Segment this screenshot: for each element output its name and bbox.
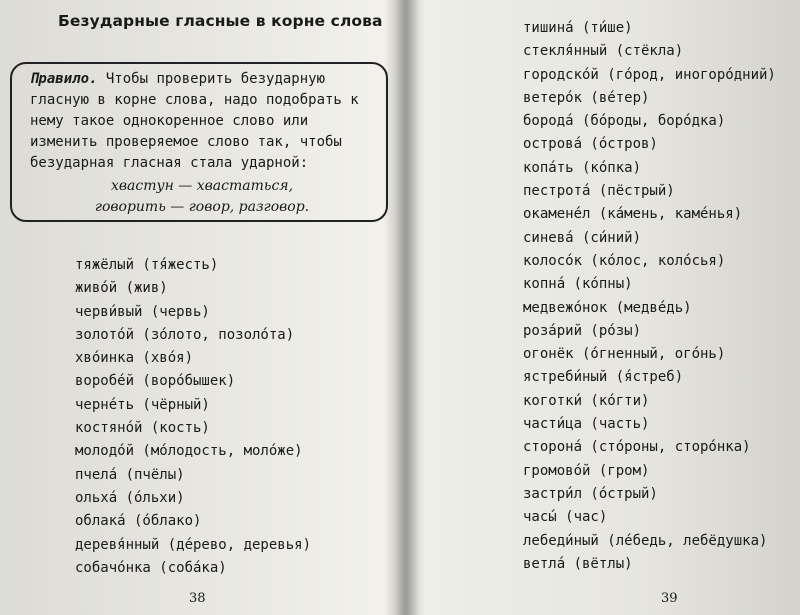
word-pair: деревя́нный (де́рево, деревья): [75, 536, 312, 553]
word-pair: синева́ (си́ний): [523, 229, 642, 246]
rule-example: хвастун — хвастаться,: [110, 178, 294, 194]
word-pair: хво́инка (хво́я): [75, 350, 194, 367]
word-pair: тяжёлый (тя́жесть): [75, 257, 219, 273]
word-pair: громово́й (гром): [523, 462, 650, 479]
word-pair: пестрота́ (пёстрый): [523, 183, 675, 200]
word-pair: облака́ (о́блако): [75, 513, 202, 530]
rule-box: [10, 62, 388, 222]
word-pair: костяно́й (кость): [75, 420, 210, 437]
word-pair: копна́ (ко́пны): [523, 276, 633, 293]
word-pair: ветла́ (вётлы): [523, 555, 633, 572]
word-pair: ольха́ (о́льхи): [75, 489, 185, 506]
page-number-left: 38: [189, 591, 206, 606]
word-pair: роза́рий (ро́зы): [523, 322, 642, 339]
word-pair: колосо́к (ко́лос, коло́сья): [523, 252, 726, 269]
page-number-right: 39: [661, 591, 678, 606]
word-pair: огонёк (о́гненный, ого́нь): [523, 346, 726, 363]
rule-label: Правило.: [30, 71, 98, 87]
word-pair: золото́й (зо́лото, позоло́та): [75, 326, 295, 343]
word-pair: тишина́ (ти́ше): [523, 20, 633, 36]
word-pair: копа́ть (ко́пка): [523, 159, 642, 176]
word-pair: воробе́й (воро́бышек): [75, 373, 236, 390]
word-pair: ястреби́ный (я́стреб): [523, 369, 684, 386]
rule-example: говорить — говор, разговор.: [94, 199, 310, 215]
page-title: Безударные гласные в корне слова: [58, 12, 383, 30]
word-pair: стекля́нный (стёкла): [523, 43, 684, 60]
word-pair: части́ца (часть): [523, 416, 650, 433]
book-gutter: [395, 0, 419, 615]
word-pair: пчела́ (пчёлы): [75, 466, 185, 483]
word-pair: коготки́ (ко́гти): [523, 392, 650, 409]
word-pair: сторона́ (сто́роны, сторо́нка): [523, 439, 751, 456]
word-pair: медвежо́нок (медве́дь): [523, 299, 692, 316]
word-pair: черне́ть (чёрный): [75, 396, 210, 413]
word-pair: застри́л (о́стрый): [523, 485, 658, 502]
word-pair: городско́й (го́род, иногоро́дний): [523, 66, 776, 83]
word-pair: борода́ (бо́роды, боро́дка): [523, 113, 726, 130]
word-pair: лебеди́ный (ле́бедь, лебёдушка): [523, 532, 768, 549]
right-word-list: [523, 17, 776, 576]
word-pair: молодо́й (мо́лодость, моло́же): [75, 443, 303, 460]
rule-examples: [30, 176, 374, 218]
word-pair: острова́ (о́стров): [523, 136, 658, 153]
word-pair: живо́й (жив): [75, 280, 168, 297]
word-pair: черви́вый (червь): [75, 303, 210, 320]
word-pair: окамене́л (ка́мень, каме́нья): [523, 206, 743, 223]
left-word-list: [75, 254, 311, 580]
word-pair: ветеро́к (ве́тер): [523, 89, 650, 106]
word-pair: часы́ (час): [523, 509, 608, 526]
rule-text: Чтобы проверить безударную гласную в корне слова, надо подобрать к нему такое однокоренное слово или изменить проверяемое слово так, чтобы безударная гласная стала ударной:: [30, 71, 359, 171]
word-pair: собачо́нка (соба́ка): [75, 559, 227, 576]
